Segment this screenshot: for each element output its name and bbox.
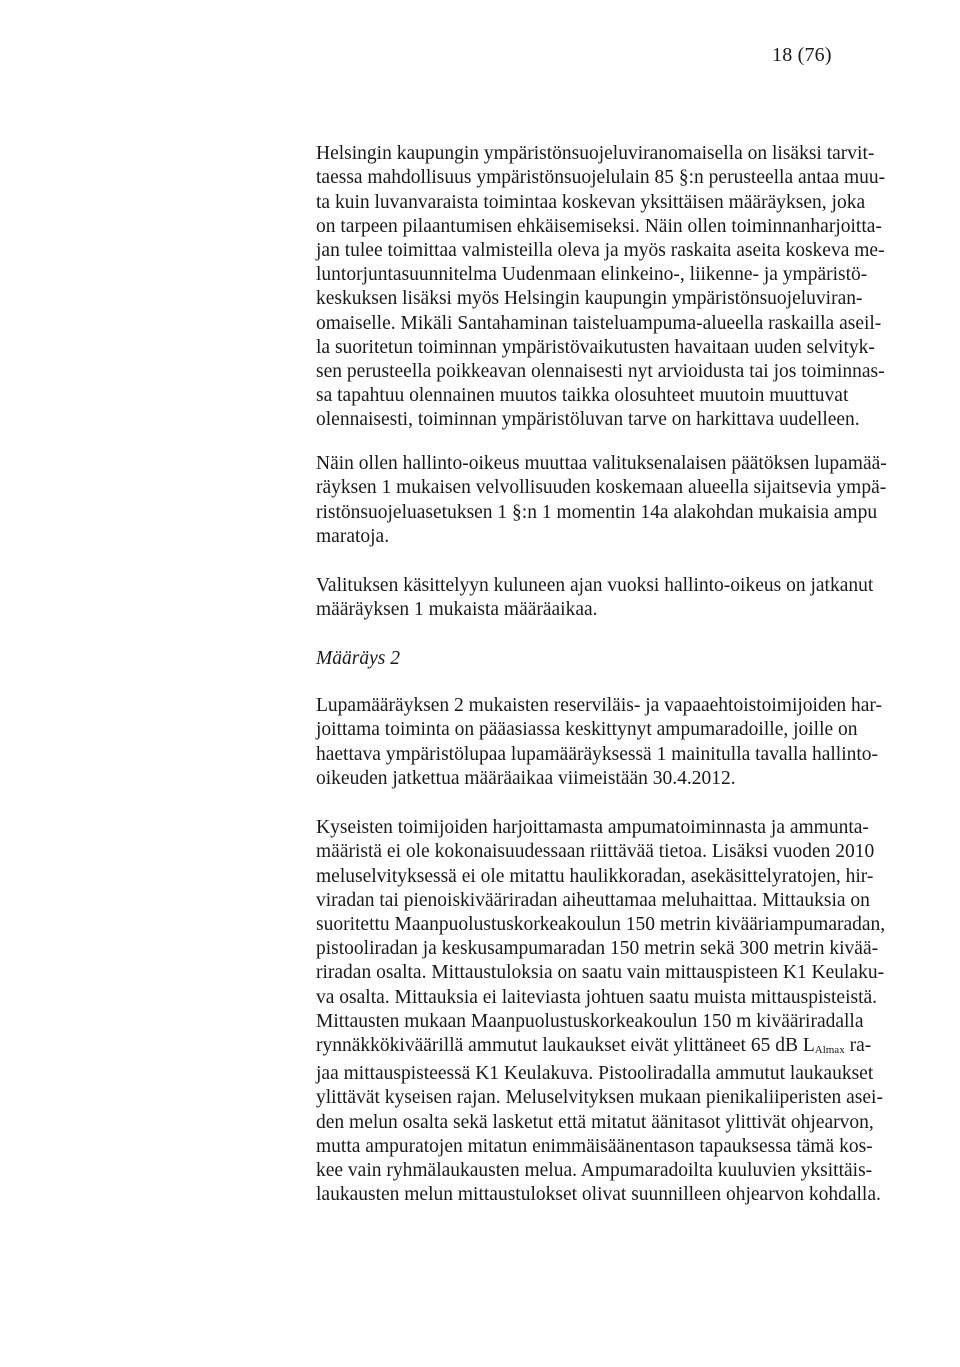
text-line: määristä ei ole kokonaisuudessaan riittävää tietoa. Lisäksi vuoden 2010 [316,841,875,863]
text-line: jan tulee toimittaa valmisteilla oleva ja myös raskaita aseita koskeva me- [316,240,885,262]
subscript-almax: Almax [814,1044,845,1057]
text-line: den melun osalta sekä lasketut että mitatut äänitasot ylittivät ohjearvon, [316,1111,874,1133]
text-line: sa tapahtuu olennainen muutos taikka olosuhteet muutoin muuttuvat [316,385,849,407]
text-line: taessa mahdollisuus ympäristönsuojelulain 85 §:n perusteella antaa muu- [316,167,886,189]
page-number: 18 (76) [772,44,832,66]
text-line: suoritettu Maanpuolustuskorkeakoulun 150 metrin kivääriampumaradan, [316,914,886,936]
text-line: Valituksen käsittelyyn kuluneen ajan vuoksi hallinto-oikeus on jatkanut [316,575,874,597]
text-line: sen perusteella poikkeavan olennaisesti nyt arvioidusta tai jos toiminnas- [316,361,885,383]
paragraph-environmental-authority [316,118,885,457]
text-line: va osalta. Mittauksia ei laiteviasta johtuen saatu muista mittauspisteistä. [316,986,878,1008]
text-line-with-subscript [316,1034,885,1062]
text-line: laukausten melun mittaustulokset olivat suunnilleen ohjearvon kohdalla. [316,1184,881,1206]
text-line: Lupamääräyksen 2 mukaisten reserviläis- ja vapaaehtoistoimijoiden har- [316,695,882,717]
text-line: luntorjuntasuunnitelma Uudenmaan elinkeino-, liikenne- ja ympäristö- [316,264,868,286]
paragraph-noise-measurements [316,792,885,1232]
text-line: oikeuden jatkettua määräaikaa viimeistään 30.4.2012. [316,767,736,789]
text-line: joittama toiminta on pääasiassa keskittynyt ampumaradoille, joille on [316,719,858,741]
text-line: meluselvityksessä ei ole mitattu haulikkoradan, asekäsittelyratojen, hir- [316,865,874,887]
text-fragment: rynnäkkökiväärillä ammutut laukaukset eivät ylittäneet 65 dB L [316,1035,815,1057]
text-line: Kyseisten toimijoiden harjoittamasta ampumatoiminnasta ja ammunta- [316,817,869,839]
text-line: maratoja. [316,525,390,547]
text-line: on tarpeen pilaantumisen ehkäisemiseksi. Näin ollen toiminnanharjoitta- [316,215,882,237]
text-line: la suoritetun toiminnan ympäristövaikutusten havaitaan uuden selvityk- [316,336,875,358]
text-line: Mittausten mukaan Maanpuolustuskorkeakoulun 150 m kivääriradalla [316,1010,864,1032]
text-line: kee vain ryhmälaukausten melua. Ampumaradoilta kuuluvien yksittäis- [316,1160,873,1182]
text-fragment: ra- [844,1035,872,1057]
text-line: ristönsuojeluasetuksen 1 §:n 1 momentin 14a alakohdan mukaisia ampu [316,501,878,523]
text-line: omaiselle. Mikäli Santahaminan taisteluampuma-alueella raskailla aseil- [316,312,882,334]
text-line: keskuksen lisäksi myös Helsingin kaupungin ympäristönsuojeluviran- [316,288,863,310]
text-line: Helsingin kaupungin ympäristönsuojeluviranomaisella on lisäksi tarvit- [316,143,875,165]
text-line: ylittävät kyseisen rajan. Meluselvityksen mukaan pienikaliiperisten asei- [316,1087,883,1109]
text-line: ta kuin luvanvaraista toimintaa koskevan yksittäisen määräyksen, joka [316,191,866,213]
text-line: haettava ympäristölupaa lupamääräyksessä 1 mainitulla tavalla hallinto- [316,743,879,765]
heading-text: Määräys 2 [316,648,400,670]
text-line: pistooliradan ja keskusampumaradan 150 metrin sekä 300 metrin kivää- [316,938,879,960]
text-line: olennaisesti, toiminnan ympäristöluvan tarve on harkittava uudelleen. [316,409,860,431]
text-line: mutta ampuratojen mitatun enimmäisäänentason tapauksessa tämä kos- [316,1135,873,1157]
text-line: Näin ollen hallinto-oikeus muuttaa valituksenalaisen päätöksen lupamää- [316,453,887,475]
text-line: riradan osalta. Mittaustuloksia on saatu vain mittauspisteen K1 Keulaku- [316,962,885,984]
text-line: räyksen 1 mukaisen velvollisuuden koskemaan alueella sijaitsevia ympä- [316,477,887,499]
text-line: jaa mittauspisteessä K1 Keulakuva. Pistooliradalla ammutut laukaukset [316,1063,874,1085]
text-line: määräyksen 1 mukaista määräaikaa. [316,599,598,621]
text-line: viradan tai pienoiskivääriradan aiheuttamaa meluhaittaa. Mittauksia on [316,889,870,911]
